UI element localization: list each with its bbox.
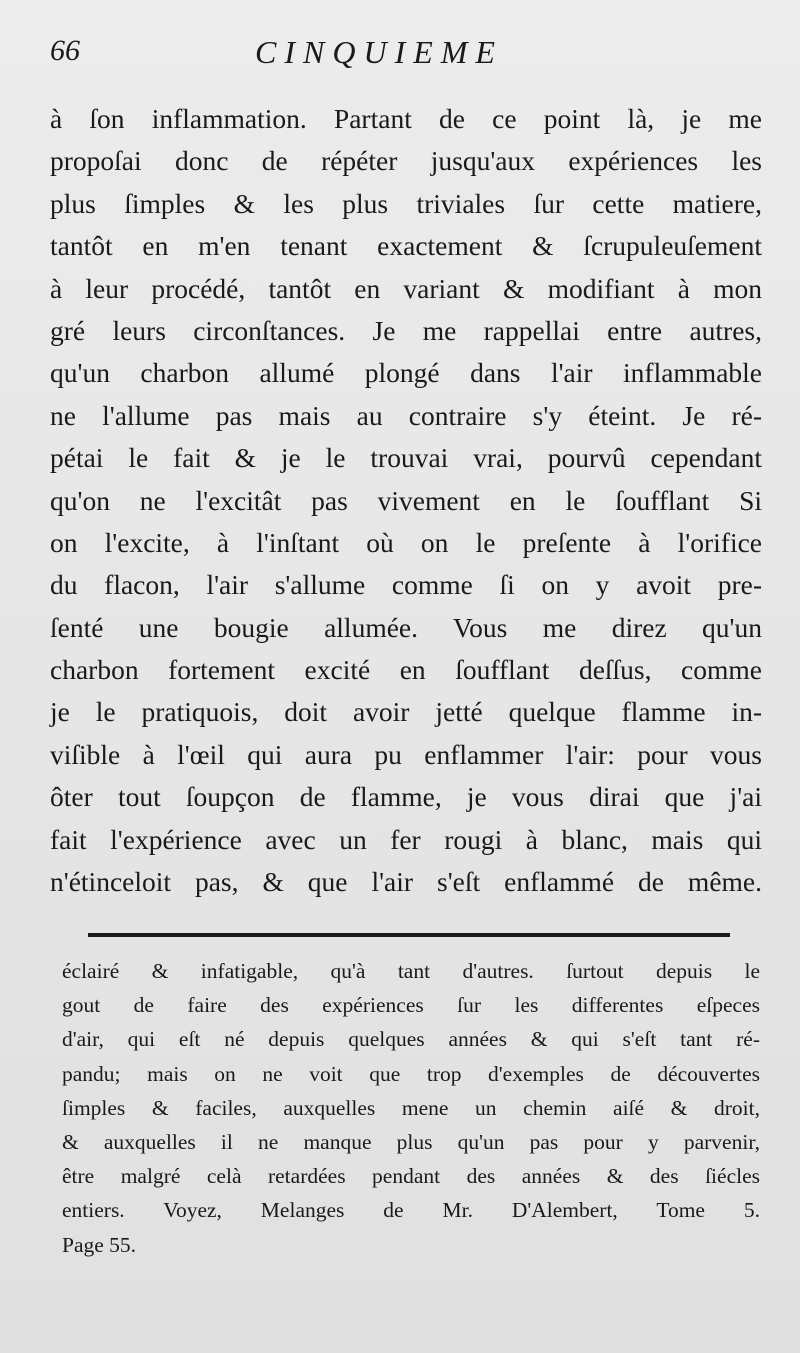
text-line: pétai le fait & je le trouvai vrai, pourvû cependant: [50, 442, 762, 474]
footnote: [62, 954, 760, 1262]
text-line: gré leurs circonſtances. Je me rappellai entre autres,: [50, 314, 762, 346]
text-line: propoſai donc de répéter jusqu'aux expériences les: [50, 145, 762, 177]
footnote-line: d'air, qui eſt né depuis quelques années & qui s'eſt tant ré-: [62, 1027, 760, 1052]
text-line: je le pratiquois, doit avoir jetté quelque flamme in-: [50, 696, 762, 728]
page-header: [50, 34, 750, 82]
text-line: qu'on ne l'excitât pas vivement en le ſoufflant Si: [50, 484, 762, 516]
text-line: n'étinceloit pas, & que l'air s'eſt enflammé de même.: [50, 866, 762, 898]
footnote-line: gout de faire des expériences ſur les differentes eſpeces: [62, 993, 760, 1018]
text-line: du flacon, l'air s'allume comme ſi on y avoit pre-: [50, 569, 762, 601]
text-line: tantôt en m'en tenant exactement & ſcrupuleuſement: [50, 230, 762, 262]
text-line: viſible à l'œil qui aura pu enflammer l'air: pour vous: [50, 738, 762, 770]
footnote-line: entiers. Voyez, Melanges de Mr. D'Alembert, Tome 5.: [62, 1198, 760, 1223]
text-line: ôter tout ſoupçon de flamme, je vous dirai que j'ai: [50, 781, 762, 813]
text-line: fait l'expérience avec un fer rougi à blanc, mais qui: [50, 823, 762, 855]
text-line: ſenté une bougie allumée. Vous me direz qu'un: [50, 611, 762, 643]
footnote-line: ſimples & faciles, auxquelles mene un chemin aiſé & droit,: [62, 1095, 760, 1120]
footnote-line: & auxquelles il ne manque plus qu'un pas pour y parvenir,: [62, 1129, 760, 1154]
footnote-line: pandu; mais on ne voit que trop d'exemples de découvertes: [62, 1061, 760, 1086]
page-number: 66: [50, 34, 80, 67]
text-line: charbon fortement excité en ſoufflant deſſus, comme: [50, 654, 762, 686]
footnote-line: Page 55.: [62, 1232, 137, 1257]
text-line: ne l'allume pas mais au contraire s'y éteint. Je ré-: [50, 399, 762, 431]
running-head: CINQUIEME: [255, 34, 503, 70]
footnote-line: être malgré celà retardées pendant des années & des ſiécles: [62, 1164, 760, 1189]
main-text: [50, 98, 762, 903]
text-line: qu'un charbon allumé plongé dans l'air inflammable: [50, 357, 762, 389]
text-line: plus ſimples & les plus triviales ſur cette matiere,: [50, 187, 762, 219]
text-line: à leur procédé, tantôt en variant & modifiant à mon: [50, 272, 762, 304]
text-line: on l'excite, à l'inſtant où on le preſente à l'orifice: [50, 526, 762, 558]
footnote-line: éclairé & infatigable, qu'à tant d'autres. ſurtout depuis le: [62, 959, 760, 983]
text-line: à ſon inflammation. Partant de ce point là, je me: [50, 103, 762, 134]
footnote-divider: [88, 933, 730, 937]
